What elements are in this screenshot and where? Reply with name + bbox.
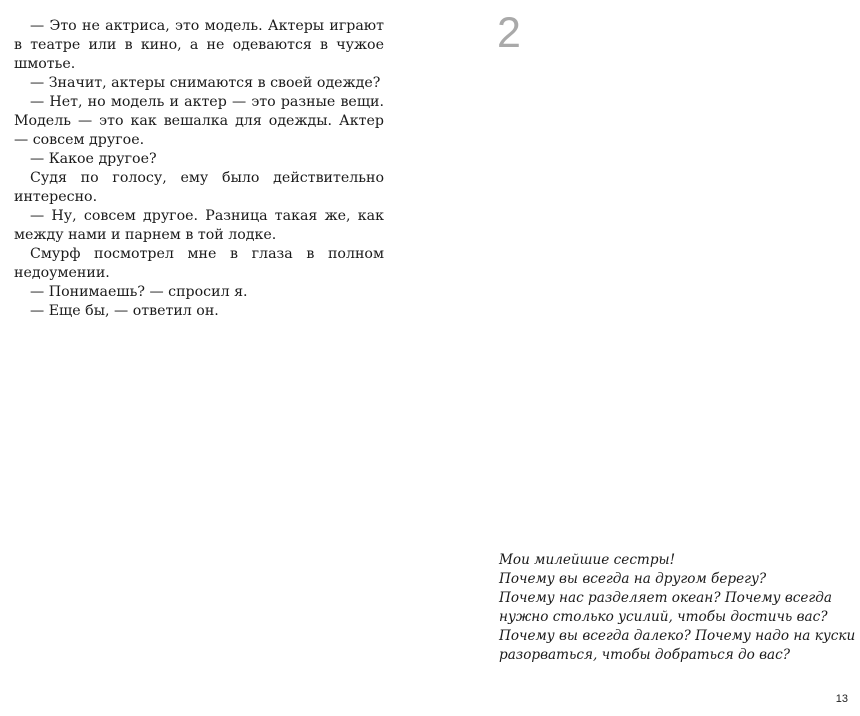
paragraph: Судя по голосу, ему было действительно интересно.: [14, 170, 384, 205]
epigraph-line: Почему нас разделяет океан? Почему всегда: [499, 590, 832, 606]
paragraph: — Понимаешь? — спросил я.: [30, 284, 248, 300]
chapter-number: 2: [497, 9, 521, 57]
paragraph: — Ну, совсем другое. Разница такая же, как между нами и парнем в той лодке.: [14, 208, 384, 243]
epigraph-line: Мои милейшие сестры!: [499, 552, 676, 568]
paragraph: — Какое другое?: [30, 151, 157, 167]
paragraph: — Значит, актеры снимаются в своей одежде?: [30, 75, 381, 91]
right-page: [430, 0, 860, 716]
epigraph-line: Почему вы всегда далеко? Почему надо на куски: [499, 628, 856, 644]
prose-text: [14, 17, 384, 321]
paragraph: Смурф посмотрел мне в глаза в полном недоумении.: [14, 246, 384, 281]
epigraph-line: разорваться, чтобы добраться до вас?: [499, 647, 791, 663]
paragraph: — Нет, но модель и актер — это разные вещи. Модель — это как вешалка для одежды. Актер — совсем другое.: [14, 94, 384, 148]
epigraph: [499, 551, 856, 665]
epigraph-line: нужно столько усилий, чтобы достичь вас?: [499, 609, 828, 625]
epigraph-line: Почему вы всегда на другом берегу?: [499, 571, 767, 587]
page-number: 13: [835, 693, 848, 705]
paragraph: — Еще бы, — ответил он.: [30, 303, 219, 319]
paragraph: — Это не актриса, это модель. Актеры играют в театре или в кино, а не одеваются в чужое шмотье.: [14, 18, 384, 72]
